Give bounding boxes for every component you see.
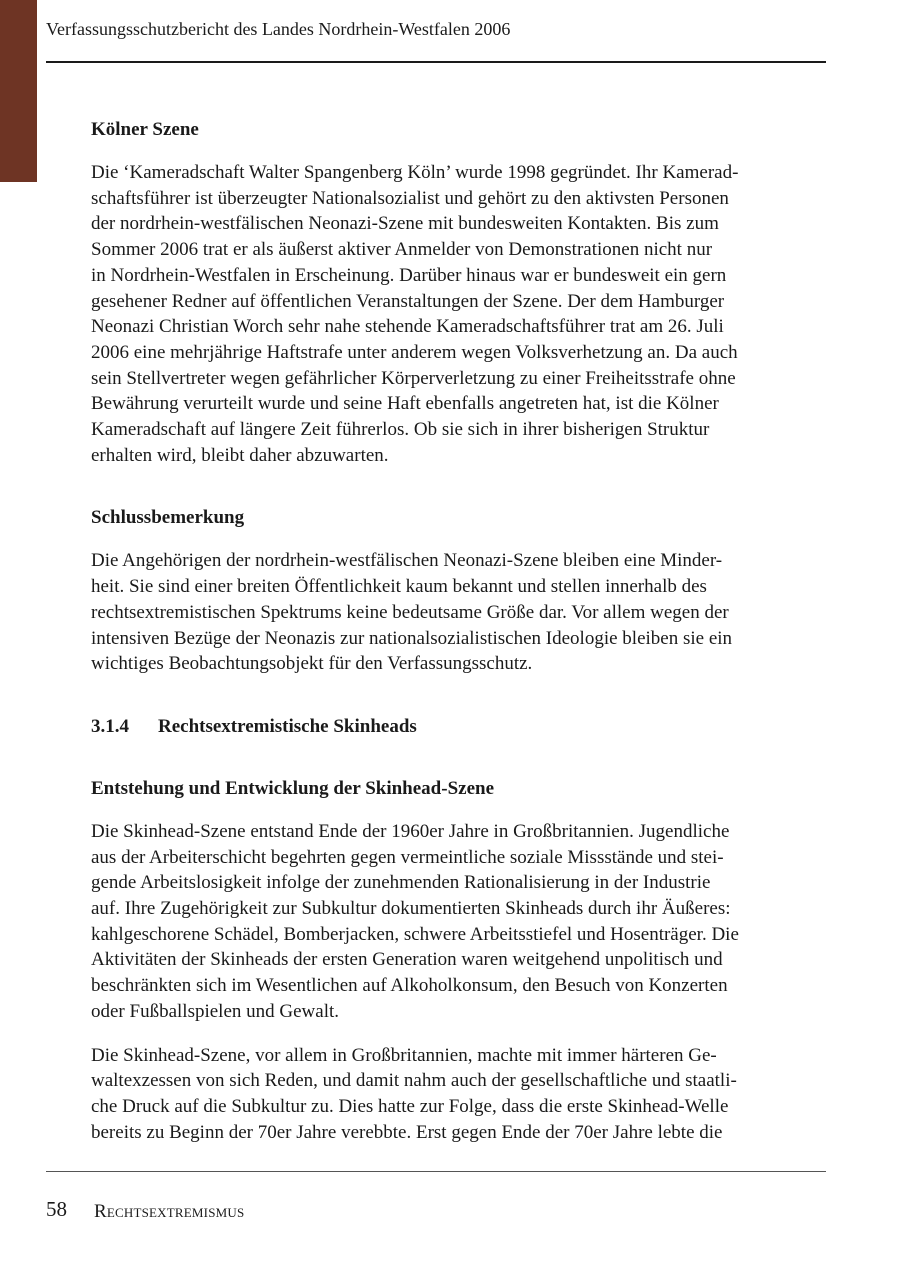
- text-line: in Nordrhein-Westfalen in Erscheinung. Darüber hinaus war er bundesweit ein gern: [91, 264, 727, 286]
- text-line: Neonazi Christian Worch sehr nahe stehende Kameradschaftsführer trat am 26. Juli: [91, 316, 724, 338]
- paragraph-entstehung-1: [91, 819, 826, 1025]
- text-line: intensiven Bezüge der Neonazis zur nationalsozialistischen Ideologie bleiben sie ein: [91, 627, 733, 649]
- text-line: Kameradschaft auf längere Zeit führerlos. Ob sie sich in ihrer bisherigen Struktur: [91, 419, 710, 441]
- text-line: rechtsextremistischen Spektrums keine bedeutsame Größe dar. Vor allem wegen der: [91, 601, 729, 623]
- paragraph-entstehung-2: [91, 1043, 826, 1146]
- footer-section-title: Rechtsextremismus: [94, 1201, 245, 1222]
- text-line: erhalten wird, bleibt daher abzuwarten.: [91, 444, 389, 466]
- text-line: che Druck auf die Subkultur zu. Dies hatte zur Folge, dass die erste Skinhead-Welle: [91, 1095, 729, 1117]
- text-line: gesehener Redner auf öffentlichen Veranstaltungen der Szene. Der dem Hamburger: [91, 290, 725, 312]
- text-line: Aktivitäten der Skinheads der ersten Generation waren weitgehend unpolitisch und: [91, 949, 723, 971]
- text-line: Die Skinhead-Szene, vor allem in Großbritannien, machte mit immer härteren Ge-: [91, 1044, 717, 1066]
- text-line: beschränkten sich im Wesentlichen auf Alkoholkonsum, den Besuch von Konzerten: [91, 975, 728, 997]
- heading-entstehung: Entstehung und Entwicklung der Skinhead-Szene: [91, 777, 494, 799]
- text-line: waltexzessen von sich Reden, und damit nahm auch der gesellschaftliche und staatli-: [91, 1070, 737, 1092]
- chapter-color-tab: [0, 0, 37, 182]
- paragraph-koelner-szene: [91, 160, 826, 468]
- running-header: Verfassungsschutzbericht des Landes Nordrhein-Westfalen 2006: [46, 19, 511, 39]
- text-line: Die Angehörigen der nordrhein-westfälischen Neonazi-Szene bleiben eine Minder-: [91, 550, 723, 572]
- text-line: der nordrhein-westfälischen Neonazi-Szene mit bundesweiten Kontakten. Bis zum: [91, 213, 719, 235]
- chapter-heading: [91, 714, 826, 739]
- text-line: bereits zu Beginn der 70er Jahre verebbte. Erst gegen Ende der 70er Jahre lebte die: [91, 1121, 723, 1143]
- text-line: wichtiges Beobachtungsobjekt für den Verfassungsschutz.: [91, 653, 533, 675]
- text-line: Bewährung verurteilt wurde und seine Haft ebenfalls angetreten hat, ist die Kölner: [91, 393, 719, 415]
- paragraph-schlussbemerkung: [91, 548, 826, 677]
- header-divider: [46, 61, 826, 63]
- text-line: kahlgeschorene Schädel, Bomberjacken, schwere Arbeitsstiefel und Hosenträger. Die: [91, 923, 739, 945]
- text-line: heit. Sie sind einer breiten Öffentlichkeit kaum bekannt und stellen innerhalb des: [91, 576, 707, 598]
- text-line: Die Skinhead-Szene entstand Ende der 1960er Jahre in Großbritannien. Jugendliche: [91, 820, 730, 842]
- page-body: [91, 117, 826, 1145]
- text-line: 2006 eine mehrjährige Haftstrafe unter anderem wegen Volksverhetzung an. Da auch: [91, 341, 738, 363]
- text-line: schaftsführer ist überzeugter Nationalsozialist und gehört zu den aktivsten Personen: [91, 187, 729, 209]
- chapter-title: Rechtsextremistische Skinheads: [158, 715, 417, 737]
- text-line: auf. Ihre Zugehörigkeit zur Subkultur dokumentierten Skinheads durch ihr Äußeres:: [91, 898, 731, 920]
- text-line: sein Stellvertreter wegen gefährlicher Körperverletzung zu einer Freiheitsstrafe ohne: [91, 367, 736, 389]
- footer-divider: [46, 1171, 826, 1172]
- text-line: aus der Arbeiterschicht begehrten gegen vermeintliche soziale Missstände und stei-: [91, 846, 724, 868]
- heading-schlussbemerkung: Schlussbemerkung: [91, 507, 245, 529]
- page-number: 58: [46, 1197, 67, 1221]
- chapter-number: 3.1.4: [91, 715, 129, 737]
- text-line: Sommer 2006 trat er als äußerst aktiver Anmelder von Demonstrationen nicht nur: [91, 239, 713, 261]
- heading-koelner-szene: Kölner Szene: [91, 119, 199, 140]
- text-line: oder Fußballspielen und Gewalt.: [91, 1000, 340, 1022]
- text-line: Die ‘Kameradschaft Walter Spangenberg Köln’ wurde 1998 gegründet. Ihr Kamerad-: [91, 162, 739, 183]
- text-line: gende Arbeitslosigkeit infolge der zunehmenden Rationalisierung in der Industrie: [91, 872, 711, 894]
